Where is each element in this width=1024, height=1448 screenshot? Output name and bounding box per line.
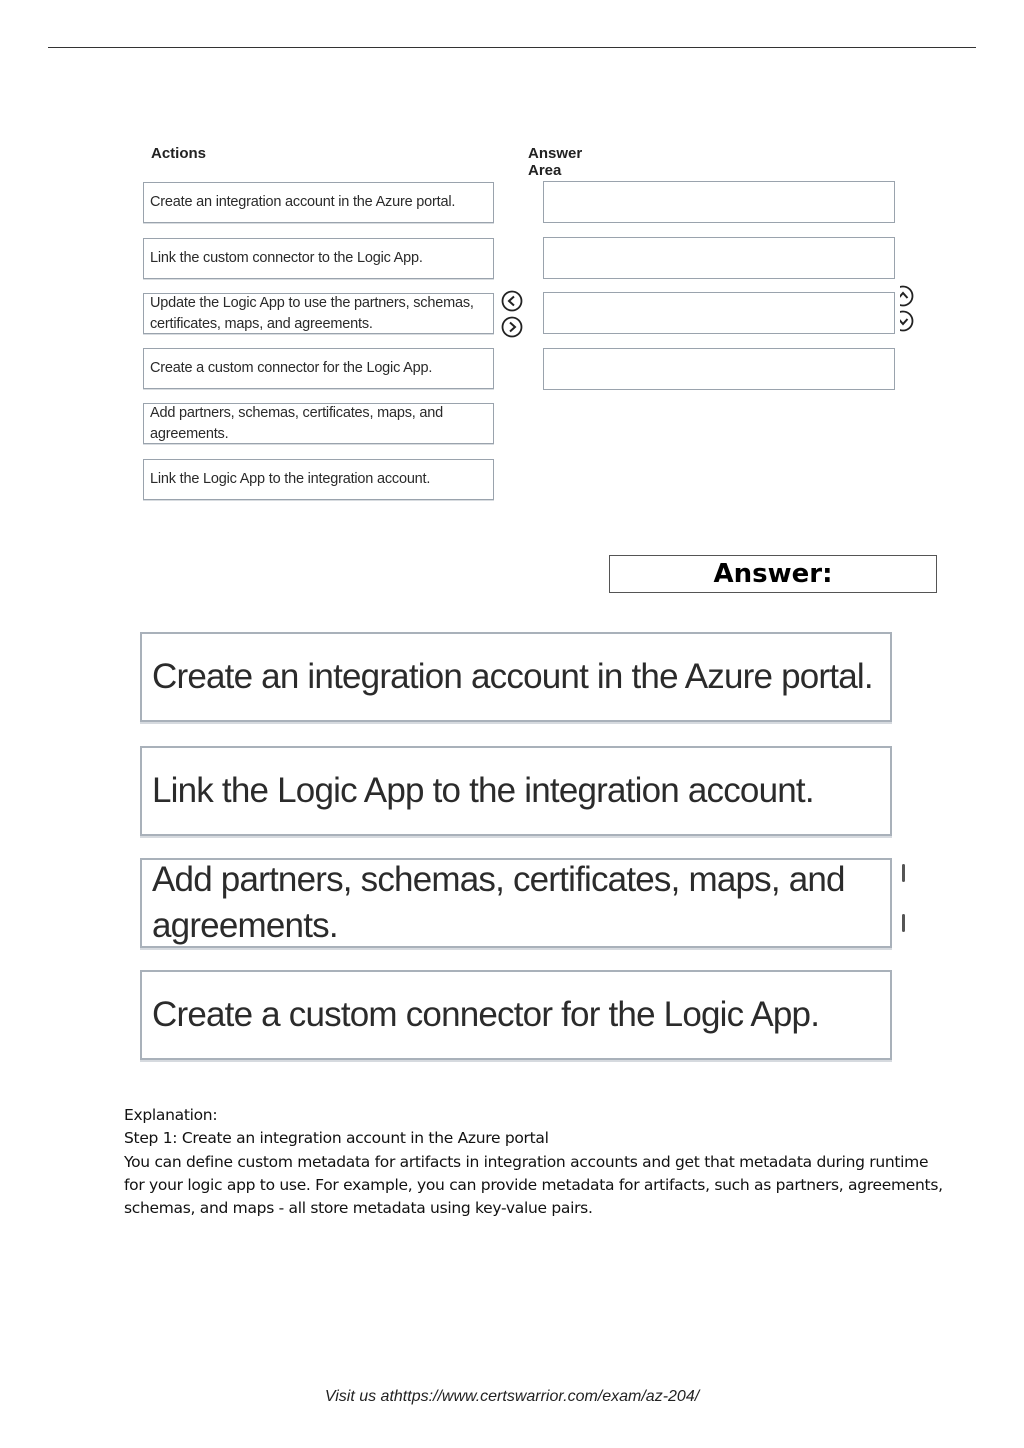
answer-slot[interactable]: [543, 292, 895, 334]
footer-link[interactable]: Visit us athttps://www.certswarrior.com/exam/az-204/: [324, 1388, 700, 1405]
action-item[interactable]: Add partners, schemas, certificates, maps, and agreements.: [143, 403, 494, 444]
move-down-button[interactable]: [900, 310, 914, 332]
answer-step: Create a custom connector for the Logic App.: [140, 970, 892, 1060]
answer-area-heading: Answer Area: [528, 145, 583, 179]
chevron-left-circle-icon: [501, 290, 523, 312]
explanation: [124, 1104, 944, 1220]
action-item[interactable]: Create a custom connector for the Logic App.: [143, 348, 494, 389]
answer-step: Add partners, schemas, certificates, maps, and agreements.: [140, 858, 892, 948]
actions-heading: Actions: [151, 145, 207, 162]
answer-slot[interactable]: [543, 181, 895, 223]
action-item[interactable]: Link the Logic App to the integration account.: [143, 459, 494, 500]
answer-slot[interactable]: [543, 348, 895, 390]
answer-step: Link the Logic App to the integration account.: [140, 746, 892, 836]
move-right-button[interactable]: [501, 316, 523, 338]
cropped-arrow-fragment: [902, 864, 905, 882]
chevron-right-circle-icon: [501, 316, 523, 338]
chevron-up-circle-icon: [900, 285, 914, 307]
move-up-button[interactable]: [900, 285, 914, 307]
explanation-body: You can define custom metadata for artifacts in integration accounts and get that metadata during runtime for your logic app to use. For example, you can provide metadata for artifacts, such as partners, agreements, schemas, and maps - all store metadata using key-value pairs.: [124, 1152, 943, 1218]
action-item[interactable]: Create an integration account in the Azure portal.: [143, 182, 494, 223]
cropped-arrow-fragment: [902, 914, 905, 932]
answer-step: Create an integration account in the Azure portal.: [140, 632, 892, 722]
move-left-button[interactable]: [501, 290, 523, 312]
top-rule: [48, 47, 976, 48]
answer-label: Answer:: [609, 555, 937, 593]
action-item[interactable]: Link the custom connector to the Logic App.: [143, 238, 494, 279]
chevron-down-circle-icon: [900, 310, 914, 332]
explanation-step: Step 1: Create an integration account in the Azure portal: [124, 1129, 549, 1148]
action-item[interactable]: Update the Logic App to use the partners, schemas, certificates, maps, and agreements.: [143, 293, 494, 334]
explanation-heading: Explanation:: [124, 1106, 218, 1124]
answer-slot[interactable]: [543, 237, 895, 279]
